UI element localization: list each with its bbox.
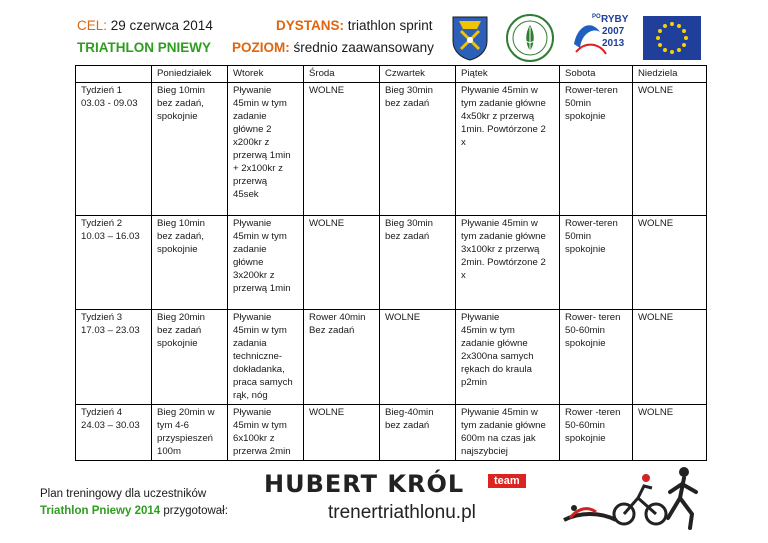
training-line: Pływanie bbox=[233, 218, 272, 229]
week-row bbox=[76, 405, 707, 461]
training-cell-monday bbox=[152, 405, 228, 461]
distance-line bbox=[276, 18, 433, 33]
column-header-wednesday: Środa bbox=[304, 66, 380, 83]
training-line: bez zadań bbox=[385, 98, 430, 109]
training-cell-wednesday bbox=[304, 310, 380, 405]
training-cell-thursday bbox=[380, 216, 456, 310]
training-line: 3x100kr z przerwą bbox=[461, 244, 540, 255]
week-row bbox=[76, 216, 707, 310]
training-line: Pływanie bbox=[233, 312, 272, 323]
training-line: 600m na czas jak bbox=[461, 433, 536, 444]
training-line: x200kr z bbox=[233, 137, 270, 148]
column-header-corner bbox=[76, 66, 152, 83]
training-line: rąk, nóg bbox=[233, 390, 268, 401]
training-cell-saturday bbox=[560, 310, 633, 405]
week-number: Tydzień 1 bbox=[81, 85, 123, 96]
training-line: spokojnie bbox=[565, 433, 606, 444]
training-line: spokojnie bbox=[565, 338, 606, 349]
training-line: zadanie główne bbox=[461, 338, 528, 349]
week-number: Tydzień 3 bbox=[81, 312, 123, 323]
training-line: spokojnie bbox=[565, 244, 606, 255]
training-cell-sunday bbox=[633, 216, 707, 310]
footer-event-name: Triathlon Pniewy 2014 bbox=[40, 505, 161, 517]
training-line: główne bbox=[233, 257, 264, 268]
training-line: Pływanie 45min w bbox=[461, 407, 538, 418]
training-line: przerwą bbox=[233, 176, 268, 187]
training-line: Pływanie bbox=[233, 85, 272, 96]
training-line: spokojnie bbox=[157, 111, 198, 122]
brand-url: trenertriathlonu.pl bbox=[328, 502, 476, 523]
brand-tag: team bbox=[488, 474, 526, 488]
training-line: rękach do kraula bbox=[461, 364, 532, 375]
level-line bbox=[232, 40, 434, 55]
training-line: praca samych bbox=[233, 377, 293, 388]
training-line: Pływanie 45min w bbox=[461, 218, 538, 229]
training-line: WOLNE bbox=[638, 218, 674, 229]
column-header-monday: Poniedziałek bbox=[152, 66, 228, 83]
training-line: 50min bbox=[565, 231, 592, 242]
training-line: Bieg 30min bbox=[385, 85, 433, 96]
training-line: 4x50kr z przerwą bbox=[461, 111, 535, 122]
training-line: tym zadanie główne bbox=[461, 231, 546, 242]
training-line: Rower- teren bbox=[565, 312, 621, 323]
training-line: Bez zadań bbox=[309, 325, 355, 336]
week-date-range: 24.03 – 30.03 bbox=[81, 420, 140, 431]
training-cell-wednesday bbox=[304, 83, 380, 216]
footer-line-2 bbox=[40, 503, 228, 520]
hubert-krol-brand-logo bbox=[264, 470, 524, 530]
column-header-tuesday: Wtorek bbox=[228, 66, 304, 83]
training-line: techniczne- bbox=[233, 351, 283, 362]
training-cell-tuesday bbox=[228, 83, 304, 216]
training-cell-sunday bbox=[633, 83, 707, 216]
training-cell-sunday bbox=[633, 405, 707, 461]
ryby-year-start: 2007 bbox=[602, 26, 625, 37]
footer-prepared-by: przygotował: bbox=[160, 505, 228, 517]
training-line: Rower-teren bbox=[565, 85, 618, 96]
training-cell-saturday bbox=[560, 216, 633, 310]
training-line: Pływanie 45min w bbox=[461, 85, 538, 96]
training-cell-saturday bbox=[560, 405, 633, 461]
training-cell-wednesday bbox=[304, 405, 380, 461]
column-header-friday: Piątek bbox=[456, 66, 560, 83]
week-date-range: 10.03 – 16.03 bbox=[81, 231, 140, 242]
training-line: 50-60min bbox=[565, 420, 605, 431]
training-cell-friday bbox=[456, 83, 560, 216]
training-line: bez zadań bbox=[157, 325, 202, 336]
training-line: tym zadanie główne bbox=[461, 98, 546, 109]
training-cell-thursday bbox=[380, 83, 456, 216]
level-label: POZIOM: bbox=[232, 40, 290, 55]
training-cell-monday bbox=[152, 83, 228, 216]
training-cell-tuesday bbox=[228, 405, 304, 461]
training-line: WOLNE bbox=[309, 85, 345, 96]
training-line: 50min bbox=[565, 98, 592, 109]
training-line: WOLNE bbox=[309, 407, 345, 418]
goal-line bbox=[77, 18, 213, 33]
green-seal-logo bbox=[505, 13, 555, 63]
week-label-cell bbox=[76, 405, 152, 461]
training-cell-friday bbox=[456, 216, 560, 310]
training-line: x bbox=[461, 270, 466, 281]
training-line: przerwą 1min bbox=[233, 283, 291, 294]
training-line: 6x100kr z bbox=[233, 433, 275, 444]
ryby-logo bbox=[570, 14, 628, 60]
training-line: Rower 40min bbox=[309, 312, 366, 323]
training-line: p2min bbox=[461, 377, 488, 388]
eu-flag-icon bbox=[643, 16, 701, 60]
training-line: + 2x100kr z bbox=[233, 163, 283, 174]
brand-name: HUBERT KRÓL bbox=[264, 470, 465, 498]
ryby-year-end: 2013 bbox=[602, 38, 625, 49]
training-plan-table bbox=[75, 65, 707, 461]
training-line: spokojnie bbox=[565, 111, 606, 122]
training-line: przyspieszeń bbox=[157, 433, 213, 444]
training-line: tym zadanie główne bbox=[461, 420, 546, 431]
training-line: WOLNE bbox=[638, 407, 674, 418]
training-line: spokojnie bbox=[157, 338, 198, 349]
week-label-cell bbox=[76, 83, 152, 216]
training-line: Bieg 20min w bbox=[157, 407, 215, 418]
training-line: WOLNE bbox=[638, 85, 674, 96]
week-date-range: 03.03 - 09.03 bbox=[81, 98, 138, 109]
training-line: 45min w tym bbox=[461, 325, 515, 336]
training-line: główne 2 bbox=[233, 124, 272, 135]
training-line: WOLNE bbox=[309, 218, 345, 229]
training-cell-monday bbox=[152, 310, 228, 405]
week-row bbox=[76, 310, 707, 405]
goal-date: 29 czerwca 2014 bbox=[107, 18, 213, 33]
training-line: bez zadań, bbox=[157, 231, 204, 242]
training-line: Bieg 10min bbox=[157, 85, 205, 96]
week-date-range: 17.03 – 23.03 bbox=[81, 325, 140, 336]
training-cell-monday bbox=[152, 216, 228, 310]
training-cell-tuesday bbox=[228, 216, 304, 310]
training-line: 45min w tym bbox=[233, 231, 287, 242]
table-header-row bbox=[76, 66, 707, 83]
training-cell-wednesday bbox=[304, 216, 380, 310]
training-line: najszybciej bbox=[461, 446, 508, 457]
week-number: Tydzień 2 bbox=[81, 218, 123, 229]
training-line: Bieg 30min bbox=[385, 218, 433, 229]
training-line: bez zadań bbox=[385, 231, 430, 242]
training-line: 45min w tym bbox=[233, 325, 287, 336]
training-line: 3x200kr z bbox=[233, 270, 275, 281]
training-line: 45sek bbox=[233, 189, 259, 200]
training-cell-friday bbox=[456, 310, 560, 405]
training-line: Rower-teren bbox=[565, 218, 618, 229]
training-line: 1min. Powtórzone 2 bbox=[461, 124, 546, 135]
training-line: Pływanie bbox=[461, 312, 500, 323]
training-line: 45min w tym bbox=[233, 420, 287, 431]
training-cell-friday bbox=[456, 405, 560, 461]
training-cell-thursday bbox=[380, 405, 456, 461]
pniewy-coat-of-arms-logo bbox=[451, 15, 489, 61]
training-line: spokojnie bbox=[157, 244, 198, 255]
column-header-saturday: Sobota bbox=[560, 66, 633, 83]
training-line: WOLNE bbox=[638, 312, 674, 323]
goal-label: CEL: bbox=[77, 18, 108, 33]
distance-label: DYSTANS: bbox=[276, 18, 345, 33]
training-cell-saturday bbox=[560, 83, 633, 216]
week-label-cell bbox=[76, 216, 152, 310]
training-line: przerwa 2min bbox=[233, 446, 291, 457]
training-line: 100m bbox=[157, 446, 181, 457]
week-number: Tydzień 4 bbox=[81, 407, 123, 418]
training-line: Bieg 20min bbox=[157, 312, 205, 323]
footer-line-1: Plan treningowy dla uczestników bbox=[40, 488, 207, 500]
training-line: Rower -teren bbox=[565, 407, 621, 418]
training-line: 2x300na samych bbox=[461, 351, 534, 362]
training-cell-thursday bbox=[380, 310, 456, 405]
training-line: 50-60min bbox=[565, 325, 605, 336]
training-line: Pływanie bbox=[233, 407, 272, 418]
week-label-cell bbox=[76, 310, 152, 405]
ryby-prefix: PO bbox=[592, 14, 601, 20]
week-row bbox=[76, 83, 707, 216]
column-header-sunday: Niedziela bbox=[633, 66, 707, 83]
training-line: bez zadań bbox=[385, 420, 430, 431]
training-line: x bbox=[461, 137, 466, 148]
training-line: przerwą 1min bbox=[233, 150, 291, 161]
level-value: średnio zaawansowany bbox=[289, 40, 434, 55]
triathlon-figures-icon bbox=[560, 462, 710, 530]
training-line: tym 4-6 bbox=[157, 420, 189, 431]
training-line: Bieg-40min bbox=[385, 407, 434, 418]
training-line: zadanie bbox=[233, 111, 267, 122]
event-name: TRIATHLON PNIEWY bbox=[77, 40, 211, 55]
column-header-thursday: Czwartek bbox=[380, 66, 456, 83]
training-line: dokładanka, bbox=[233, 364, 285, 375]
training-line: bez zadań, bbox=[157, 98, 204, 109]
training-line: Bieg 10min bbox=[157, 218, 205, 229]
training-line: zadanie bbox=[233, 244, 267, 255]
training-line: 2min. Powtórzone 2 bbox=[461, 257, 546, 268]
training-line: WOLNE bbox=[385, 312, 421, 323]
training-cell-tuesday bbox=[228, 310, 304, 405]
training-cell-sunday bbox=[633, 310, 707, 405]
training-line: zadania bbox=[233, 338, 267, 349]
footer-credit bbox=[40, 486, 228, 520]
training-line: 45min w tym bbox=[233, 98, 287, 109]
ryby-title: RYBY bbox=[601, 14, 629, 25]
distance-value: triathlon sprint bbox=[344, 18, 433, 33]
